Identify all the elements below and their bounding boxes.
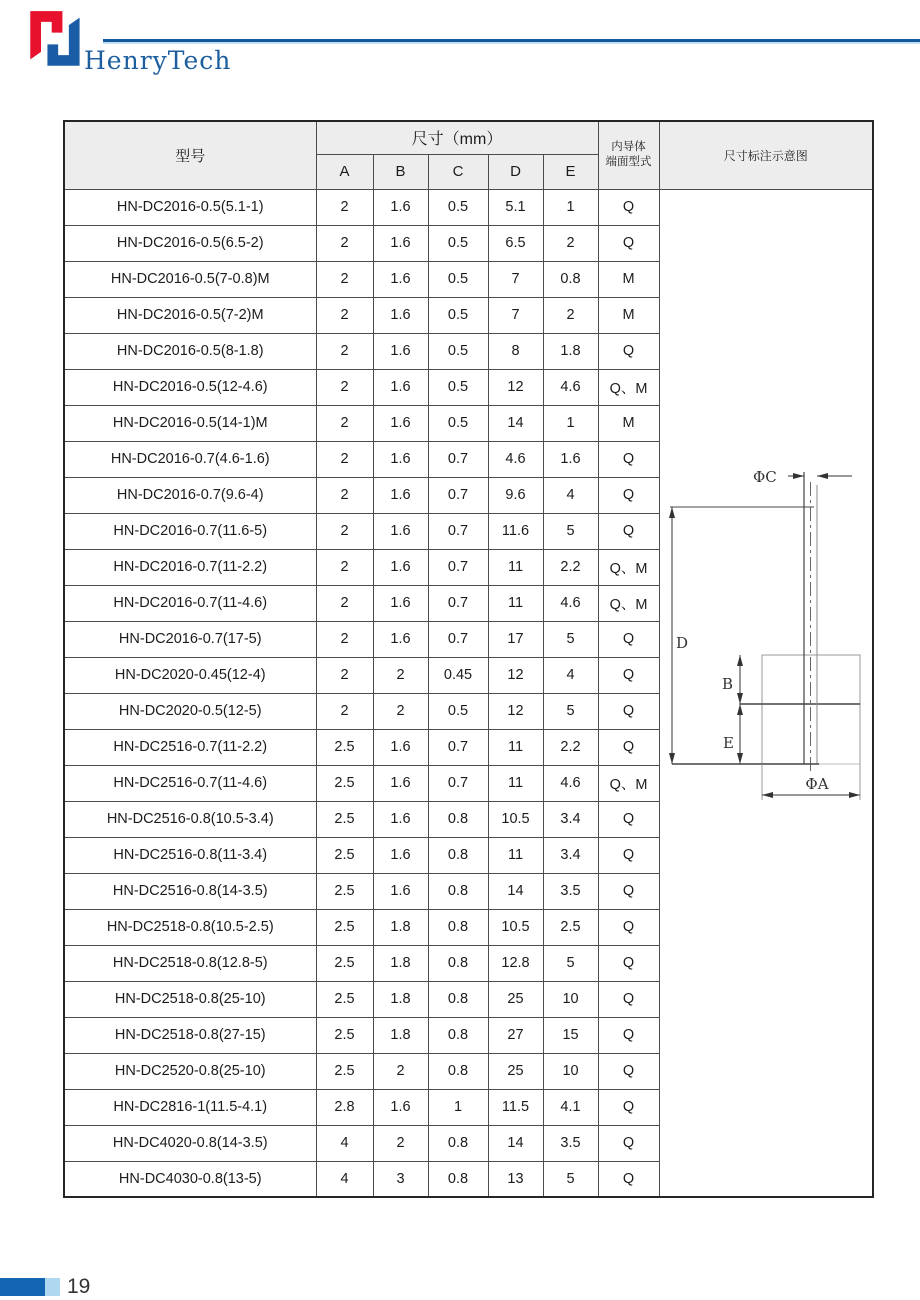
cell-c: 0.8 bbox=[428, 801, 488, 837]
cell-a: 2.5 bbox=[316, 1017, 373, 1053]
cell-b: 1.6 bbox=[373, 585, 428, 621]
cell-c: 0.5 bbox=[428, 189, 488, 225]
cell-d: 9.6 bbox=[488, 477, 543, 513]
cell-c: 1 bbox=[428, 1089, 488, 1125]
cell-model: HN-DC2020-0.45(12-4) bbox=[64, 657, 316, 693]
cell-a: 2.5 bbox=[316, 873, 373, 909]
cell-endface-type: Q bbox=[598, 333, 659, 369]
cell-b: 1.6 bbox=[373, 837, 428, 873]
cell-model: HN-DC2518-0.8(25-10) bbox=[64, 981, 316, 1017]
cell-a: 2 bbox=[316, 333, 373, 369]
cell-endface-type: Q bbox=[598, 981, 659, 1017]
col-header-endface-line2: 端面型式 bbox=[605, 156, 652, 169]
cell-e: 2.2 bbox=[543, 729, 598, 765]
b-label: B bbox=[721, 674, 733, 693]
cell-a: 2 bbox=[316, 189, 373, 225]
cell-e: 5 bbox=[543, 945, 598, 981]
cell-endface-type: M bbox=[598, 261, 659, 297]
e-label: E bbox=[722, 733, 734, 752]
cell-d: 11 bbox=[488, 585, 543, 621]
cell-e: 4.6 bbox=[543, 369, 598, 405]
cell-model: HN-DC2518-0.8(27-15) bbox=[64, 1017, 316, 1053]
col-header-d: D bbox=[488, 154, 543, 189]
cell-model: HN-DC2518-0.8(12.8-5) bbox=[64, 945, 316, 981]
cell-a: 2.8 bbox=[316, 1089, 373, 1125]
cell-endface-type: Q bbox=[598, 1161, 659, 1197]
cell-model: HN-DC2516-0.8(11-3.4) bbox=[64, 837, 316, 873]
cell-e: 2 bbox=[543, 225, 598, 261]
cell-c: 0.7 bbox=[428, 441, 488, 477]
cell-a: 2.5 bbox=[316, 801, 373, 837]
cell-model: HN-DC2016-0.5(14-1)M bbox=[64, 405, 316, 441]
cell-model: HN-DC2516-0.7(11-2.2) bbox=[64, 729, 316, 765]
cell-b: 1.6 bbox=[373, 873, 428, 909]
cell-model: HN-DC2016-0.5(8-1.8) bbox=[64, 333, 316, 369]
cell-d: 11 bbox=[488, 729, 543, 765]
cell-d: 11 bbox=[488, 765, 543, 801]
cell-e: 4.6 bbox=[543, 765, 598, 801]
cell-model: HN-DC2016-0.7(17-5) bbox=[64, 621, 316, 657]
brand-name: HenryTech bbox=[84, 46, 232, 75]
cell-model: HN-DC2016-0.7(11-2.2) bbox=[64, 549, 316, 585]
cell-b: 1.6 bbox=[373, 405, 428, 441]
cell-a: 2 bbox=[316, 585, 373, 621]
cell-c: 0.8 bbox=[428, 837, 488, 873]
cell-endface-type: Q bbox=[598, 1089, 659, 1125]
cell-model: HN-DC2016-0.5(6.5-2) bbox=[64, 225, 316, 261]
cell-c: 0.8 bbox=[428, 1125, 488, 1161]
cell-endface-type: Q bbox=[598, 657, 659, 693]
phi-a-label: ΦA bbox=[804, 774, 829, 793]
cell-endface-type: Q bbox=[598, 837, 659, 873]
cell-endface-type: Q bbox=[598, 873, 659, 909]
cell-model: HN-DC2816-1(11.5-4.1) bbox=[64, 1089, 316, 1125]
cell-d: 17 bbox=[488, 621, 543, 657]
cell-model: HN-DC4020-0.8(14-3.5) bbox=[64, 1125, 316, 1161]
cell-c: 0.5 bbox=[428, 369, 488, 405]
cell-model: HN-DC2016-0.5(7-2)M bbox=[64, 297, 316, 333]
cell-endface-type: Q bbox=[598, 189, 659, 225]
cell-c: 0.5 bbox=[428, 333, 488, 369]
cell-d: 7 bbox=[488, 261, 543, 297]
cell-a: 2 bbox=[316, 405, 373, 441]
cell-d: 11 bbox=[488, 837, 543, 873]
cell-c: 0.8 bbox=[428, 873, 488, 909]
cell-b: 1.6 bbox=[373, 189, 428, 225]
cell-a: 4 bbox=[316, 1125, 373, 1161]
cell-c: 0.5 bbox=[428, 261, 488, 297]
cell-a: 2 bbox=[316, 225, 373, 261]
footer-dark-block bbox=[0, 1278, 45, 1296]
cell-e: 4 bbox=[543, 657, 598, 693]
cell-a: 2 bbox=[316, 261, 373, 297]
cell-e: 5 bbox=[543, 513, 598, 549]
cell-c: 0.5 bbox=[428, 225, 488, 261]
cell-b: 1.6 bbox=[373, 729, 428, 765]
dimension-diagram bbox=[660, 190, 872, 1196]
table-body bbox=[64, 189, 873, 1197]
cell-c: 0.8 bbox=[428, 1161, 488, 1197]
cell-b: 1.6 bbox=[373, 225, 428, 261]
cell-a: 2.5 bbox=[316, 1053, 373, 1089]
cell-b: 1.6 bbox=[373, 765, 428, 801]
cell-b: 1.6 bbox=[373, 801, 428, 837]
cell-d: 25 bbox=[488, 1053, 543, 1089]
cell-model: HN-DC2016-0.5(12-4.6) bbox=[64, 369, 316, 405]
cell-endface-type: Q bbox=[598, 441, 659, 477]
cell-b: 2 bbox=[373, 1125, 428, 1161]
cell-d: 25 bbox=[488, 981, 543, 1017]
cell-c: 0.8 bbox=[428, 981, 488, 1017]
phi-c-label: ΦC bbox=[752, 467, 777, 486]
cell-c: 0.45 bbox=[428, 657, 488, 693]
cell-endface-type: Q bbox=[598, 729, 659, 765]
cell-endface-type: Q、M bbox=[598, 765, 659, 801]
cell-d: 10.5 bbox=[488, 801, 543, 837]
col-header-model: 型号 bbox=[64, 121, 316, 189]
cell-a: 2 bbox=[316, 369, 373, 405]
cell-e: 3.4 bbox=[543, 801, 598, 837]
cell-c: 0.7 bbox=[428, 549, 488, 585]
cell-e: 0.8 bbox=[543, 261, 598, 297]
cell-b: 2 bbox=[373, 693, 428, 729]
cell-d: 13 bbox=[488, 1161, 543, 1197]
cell-e: 10 bbox=[543, 981, 598, 1017]
cell-model: HN-DC2518-0.8(10.5-2.5) bbox=[64, 909, 316, 945]
cell-b: 1.8 bbox=[373, 1017, 428, 1053]
cell-a: 4 bbox=[316, 1161, 373, 1197]
footer-light-block bbox=[45, 1278, 60, 1296]
cell-endface-type: Q bbox=[598, 621, 659, 657]
cell-b: 1.6 bbox=[373, 297, 428, 333]
cell-d: 11.5 bbox=[488, 1089, 543, 1125]
cell-a: 2.5 bbox=[316, 729, 373, 765]
cell-a: 2.5 bbox=[316, 909, 373, 945]
cell-d: 27 bbox=[488, 1017, 543, 1053]
cell-a: 2.5 bbox=[316, 837, 373, 873]
cell-a: 2 bbox=[316, 549, 373, 585]
col-header-b: B bbox=[373, 154, 428, 189]
col-header-diagram: 尺寸标注示意图 bbox=[659, 121, 873, 189]
cell-c: 0.8 bbox=[428, 1053, 488, 1089]
cell-b: 1.6 bbox=[373, 369, 428, 405]
cell-e: 2.2 bbox=[543, 549, 598, 585]
cell-c: 0.7 bbox=[428, 585, 488, 621]
cell-e: 3.5 bbox=[543, 873, 598, 909]
cell-b: 1.6 bbox=[373, 513, 428, 549]
col-header-e: E bbox=[543, 154, 598, 189]
cell-endface-type: Q bbox=[598, 1053, 659, 1089]
cell-c: 0.5 bbox=[428, 405, 488, 441]
cell-c: 0.7 bbox=[428, 477, 488, 513]
cell-b: 1.6 bbox=[373, 549, 428, 585]
cell-model: HN-DC2016-0.7(11-4.6) bbox=[64, 585, 316, 621]
cell-endface-type: Q bbox=[598, 477, 659, 513]
cell-b: 1.6 bbox=[373, 621, 428, 657]
cell-d: 12.8 bbox=[488, 945, 543, 981]
cell-e: 15 bbox=[543, 1017, 598, 1053]
cell-a: 2 bbox=[316, 621, 373, 657]
cell-e: 2.5 bbox=[543, 909, 598, 945]
cell-model: HN-DC2016-0.7(9.6-4) bbox=[64, 477, 316, 513]
page-number: 19 bbox=[67, 1275, 91, 1298]
cell-b: 1.6 bbox=[373, 441, 428, 477]
cell-e: 1.8 bbox=[543, 333, 598, 369]
cell-c: 0.8 bbox=[428, 909, 488, 945]
cell-endface-type: M bbox=[598, 405, 659, 441]
dimension-diagram-cell bbox=[659, 189, 873, 1197]
cell-b: 1.6 bbox=[373, 1089, 428, 1125]
cell-b: 1.8 bbox=[373, 945, 428, 981]
col-header-dimensions-group: 尺寸（mm） bbox=[316, 121, 598, 154]
cell-e: 2 bbox=[543, 297, 598, 333]
cell-a: 2.5 bbox=[316, 765, 373, 801]
cell-endface-type: Q bbox=[598, 801, 659, 837]
cell-a: 2.5 bbox=[316, 945, 373, 981]
cell-a: 2 bbox=[316, 477, 373, 513]
cell-b: 1.6 bbox=[373, 261, 428, 297]
cell-a: 2 bbox=[316, 693, 373, 729]
cell-endface-type: Q bbox=[598, 693, 659, 729]
cell-d: 14 bbox=[488, 405, 543, 441]
cell-e: 3.4 bbox=[543, 837, 598, 873]
cell-endface-type: Q bbox=[598, 1125, 659, 1161]
cell-e: 1.6 bbox=[543, 441, 598, 477]
cell-endface-type: Q bbox=[598, 945, 659, 981]
cell-e: 1 bbox=[543, 405, 598, 441]
spec-table bbox=[63, 120, 874, 1198]
cell-b: 1.6 bbox=[373, 333, 428, 369]
cell-b: 1.8 bbox=[373, 981, 428, 1017]
cell-a: 2 bbox=[316, 513, 373, 549]
cell-endface-type: Q bbox=[598, 909, 659, 945]
col-header-endface bbox=[598, 121, 659, 189]
cell-b: 3 bbox=[373, 1161, 428, 1197]
cell-model: HN-DC2020-0.5(12-5) bbox=[64, 693, 316, 729]
cell-e: 10 bbox=[543, 1053, 598, 1089]
col-header-c: C bbox=[428, 154, 488, 189]
cell-c: 0.8 bbox=[428, 945, 488, 981]
cell-e: 4.6 bbox=[543, 585, 598, 621]
cell-model: HN-DC2016-0.5(5.1-1) bbox=[64, 189, 316, 225]
cell-d: 5.1 bbox=[488, 189, 543, 225]
cell-e: 5 bbox=[543, 621, 598, 657]
cell-d: 12 bbox=[488, 693, 543, 729]
cell-endface-type: M bbox=[598, 297, 659, 333]
cell-e: 5 bbox=[543, 1161, 598, 1197]
cell-b: 2 bbox=[373, 1053, 428, 1089]
cell-c: 0.5 bbox=[428, 297, 488, 333]
cell-e: 3.5 bbox=[543, 1125, 598, 1161]
cell-a: 2 bbox=[316, 657, 373, 693]
cell-d: 12 bbox=[488, 657, 543, 693]
cell-d: 11 bbox=[488, 549, 543, 585]
cell-model: HN-DC2016-0.7(11.6-5) bbox=[64, 513, 316, 549]
cell-d: 7 bbox=[488, 297, 543, 333]
cell-c: 0.7 bbox=[428, 621, 488, 657]
cell-d: 14 bbox=[488, 873, 543, 909]
cell-c: 0.7 bbox=[428, 729, 488, 765]
header-rule-light bbox=[103, 42, 920, 44]
cell-d: 12 bbox=[488, 369, 543, 405]
henrytech-logo-icon bbox=[28, 9, 84, 69]
cell-b: 2 bbox=[373, 657, 428, 693]
cell-d: 11.6 bbox=[488, 513, 543, 549]
col-header-endface-line1: 内导体 bbox=[611, 141, 646, 154]
cell-e: 4 bbox=[543, 477, 598, 513]
cell-b: 1.6 bbox=[373, 477, 428, 513]
cell-model: HN-DC2516-0.7(11-4.6) bbox=[64, 765, 316, 801]
table-row bbox=[64, 189, 873, 225]
cell-endface-type: Q、M bbox=[598, 585, 659, 621]
cell-endface-type: Q bbox=[598, 1017, 659, 1053]
cell-model: HN-DC4030-0.8(13-5) bbox=[64, 1161, 316, 1197]
cell-endface-type: Q bbox=[598, 225, 659, 261]
cell-d: 6.5 bbox=[488, 225, 543, 261]
cell-d: 8 bbox=[488, 333, 543, 369]
cell-model: HN-DC2016-0.5(7-0.8)M bbox=[64, 261, 316, 297]
cell-d: 10.5 bbox=[488, 909, 543, 945]
cell-e: 5 bbox=[543, 693, 598, 729]
cell-d: 14 bbox=[488, 1125, 543, 1161]
cell-model: HN-DC2520-0.8(25-10) bbox=[64, 1053, 316, 1089]
cell-endface-type: Q、M bbox=[598, 369, 659, 405]
cell-model: HN-DC2516-0.8(14-3.5) bbox=[64, 873, 316, 909]
cell-c: 0.5 bbox=[428, 693, 488, 729]
cell-e: 1 bbox=[543, 189, 598, 225]
cell-model: HN-DC2016-0.7(4.6-1.6) bbox=[64, 441, 316, 477]
d-label: D bbox=[675, 633, 688, 652]
cell-c: 0.7 bbox=[428, 765, 488, 801]
cell-e: 4.1 bbox=[543, 1089, 598, 1125]
cell-c: 0.7 bbox=[428, 513, 488, 549]
cell-a: 2.5 bbox=[316, 981, 373, 1017]
cell-model: HN-DC2516-0.8(10.5-3.4) bbox=[64, 801, 316, 837]
cell-a: 2 bbox=[316, 441, 373, 477]
cell-endface-type: Q bbox=[598, 513, 659, 549]
cell-a: 2 bbox=[316, 297, 373, 333]
col-header-a: A bbox=[316, 154, 373, 189]
cell-c: 0.8 bbox=[428, 1017, 488, 1053]
cell-b: 1.8 bbox=[373, 909, 428, 945]
cell-endface-type: Q、M bbox=[598, 549, 659, 585]
cell-d: 4.6 bbox=[488, 441, 543, 477]
